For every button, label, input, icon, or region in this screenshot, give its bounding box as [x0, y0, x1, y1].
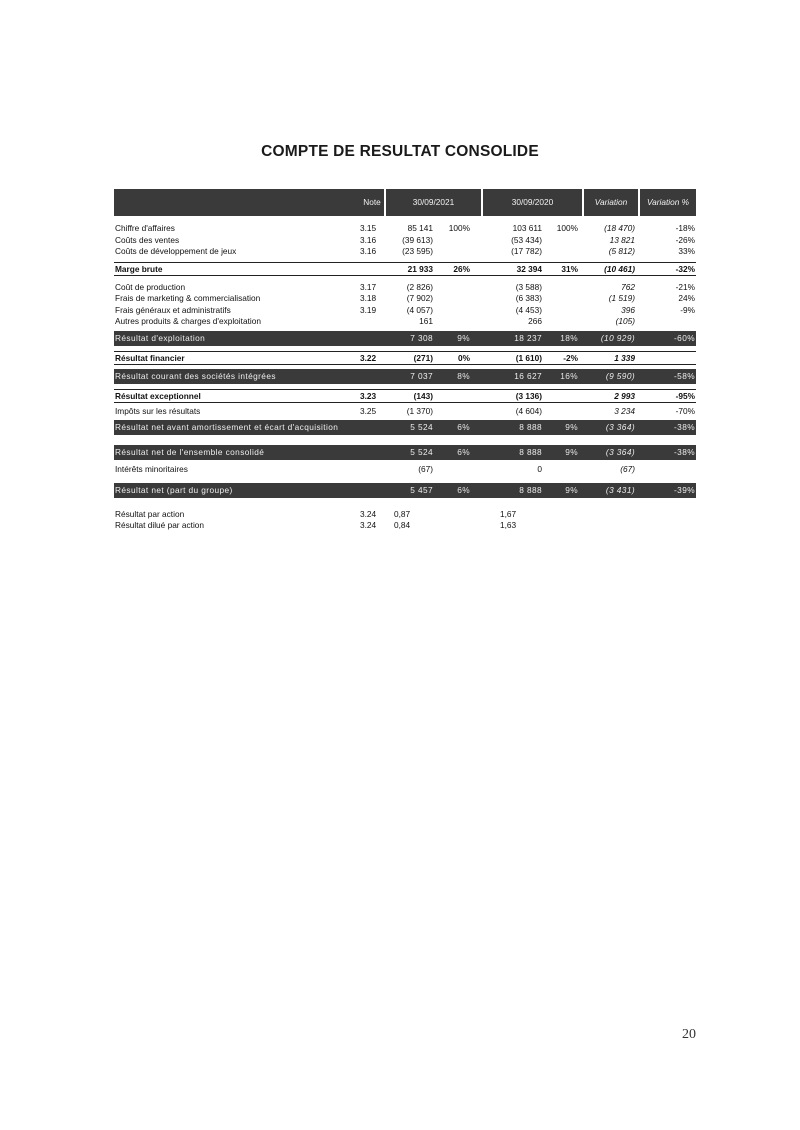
row-note: 3.15	[360, 223, 377, 233]
row-variation-pct: -58%	[674, 370, 695, 381]
row-value-2021: 5 524	[410, 447, 433, 457]
table-header	[114, 189, 696, 216]
row-value-2021: (1 370)	[406, 405, 433, 416]
row-variation-pct: -60%	[674, 332, 695, 343]
row-label: Marge brute	[115, 263, 163, 274]
row-value-2021: 5 457	[410, 484, 433, 495]
row-note: 3.16	[360, 234, 377, 245]
row-value-2021: (271)	[413, 352, 433, 363]
row-label: Résultat courant des sociétés intégrées	[115, 370, 276, 381]
row-label: Frais de marketing & commercialisation	[115, 293, 261, 303]
row-variation: 762	[621, 281, 635, 292]
row-variation: (5 812)	[608, 246, 635, 256]
row-pct-2020: 18%	[560, 332, 578, 343]
row-pct-2021: 100%	[448, 223, 470, 233]
row-variation: (10 461)	[604, 263, 635, 274]
header-variation-pct: Variation %	[640, 189, 696, 216]
row-value-2021: 21 933	[407, 263, 433, 274]
row-value-2021: (4 057)	[406, 304, 433, 315]
row-value-2021: 0,84	[394, 520, 411, 530]
row-resultat-net-ensemble	[114, 445, 696, 460]
row-variation: (9 590)	[605, 370, 635, 381]
row-label: Résultat par action	[115, 508, 185, 519]
row-variation: (3 431)	[605, 484, 635, 495]
row-variation: (3 364)	[605, 447, 635, 457]
row-resultat-net-part-groupe	[114, 483, 696, 498]
row-pct-2020: 9%	[565, 447, 578, 457]
row-value-2021: (67)	[418, 464, 433, 474]
row-value-2021: (23 595)	[402, 246, 433, 256]
row-variation: (67)	[620, 464, 635, 474]
row-variation-pct: 33%	[678, 246, 695, 256]
row-resultat-par-action	[114, 509, 696, 521]
row-value-2020: (3 588)	[515, 281, 542, 292]
row-resultat-exploitation	[114, 331, 696, 346]
page-title: COMPTE DE RESULTAT CONSOLIDE	[261, 143, 539, 160]
row-variation-pct: -18%	[675, 223, 695, 233]
row-pct-2021: 26%	[453, 263, 470, 274]
row-variation-pct: -21%	[675, 281, 695, 292]
row-label: Résultat dilué par action	[115, 520, 205, 530]
row-variation: (10 929)	[600, 332, 635, 343]
row-variation: 1 339	[614, 352, 635, 363]
row-resultat-dilue-par-action	[114, 520, 696, 532]
row-pct-2020: 9%	[565, 422, 578, 432]
header-period-2020: 30/09/2020	[483, 189, 582, 216]
row-value-2020: 18 237	[514, 332, 542, 343]
row-value-2021: (143)	[413, 390, 433, 401]
row-pct-2021: 6%	[457, 422, 470, 432]
row-value-2020: 16 627	[514, 370, 542, 381]
row-variation-pct: -32%	[675, 263, 695, 274]
row-chiffre-affaires	[114, 223, 696, 235]
row-resultat-financier	[114, 351, 696, 365]
row-pct-2021: 0%	[458, 352, 470, 363]
row-note: 3.22	[360, 352, 377, 363]
row-variation: 3 234	[614, 405, 635, 416]
row-value-2021: (7 902)	[406, 293, 433, 303]
row-value-2021: (39 613)	[402, 234, 433, 245]
row-label: Chiffre d'affaires	[115, 223, 175, 233]
row-note: 3.18	[360, 293, 377, 303]
row-value-2021: (2 826)	[406, 281, 433, 292]
row-variation: (3 364)	[605, 422, 635, 432]
row-value-2020: 0	[537, 464, 542, 474]
row-couts-ventes	[114, 235, 696, 247]
row-variation-pct: -95%	[675, 390, 695, 401]
row-marge-brute	[114, 262, 696, 276]
row-value-2020: (4 453)	[515, 304, 542, 315]
row-value-2020: 266	[528, 316, 542, 326]
row-value-2020: 8 888	[519, 484, 542, 495]
row-variation-pct: -39%	[674, 484, 695, 495]
row-note: 3.24	[360, 508, 377, 519]
row-variation: 2 993	[614, 390, 635, 401]
row-value-2020: (1 610)	[515, 352, 542, 363]
row-value-2021: 161	[419, 316, 433, 326]
row-variation: (1 519)	[608, 293, 635, 303]
row-resultat-exceptionnel	[114, 389, 696, 403]
row-value-2020: 1,63	[500, 520, 517, 530]
row-resultat-courant	[114, 369, 696, 384]
row-note: 3.24	[360, 520, 377, 530]
row-value-2021: 7 308	[410, 332, 433, 343]
row-label: Frais généraux et administratifs	[115, 304, 231, 315]
row-note: 3.16	[360, 246, 377, 256]
row-value-2020: (17 782)	[511, 246, 542, 256]
row-label: Coûts des ventes	[115, 234, 180, 245]
row-value-2020: (3 136)	[515, 390, 542, 401]
row-value-2021: 5 524	[410, 422, 433, 432]
row-value-2020: (4 604)	[515, 405, 542, 416]
row-variation: 13 821	[609, 234, 635, 245]
row-value-2020: 8 888	[519, 422, 542, 432]
row-pct-2021: 9%	[457, 332, 470, 343]
row-pct-2020: 9%	[565, 484, 578, 495]
row-value-2021: 0,87	[394, 508, 411, 519]
row-label: Intérêts minoritaires	[115, 464, 188, 474]
row-label: Résultat net (part du groupe)	[115, 484, 233, 495]
row-pct-2021: 8%	[457, 370, 470, 381]
row-interets-minoritaires	[114, 464, 696, 476]
row-value-2020: (6 383)	[515, 293, 542, 303]
row-variation-pct: 24%	[678, 293, 695, 303]
row-label: Impôts sur les résultats	[115, 405, 201, 416]
header-label-cell	[114, 189, 360, 216]
row-note: 3.25	[360, 405, 377, 416]
row-label: Résultat net de l'ensemble consolidé	[115, 447, 265, 457]
row-note: 3.19	[360, 304, 377, 315]
row-variation-pct: -26%	[675, 234, 695, 245]
row-variation: (18 470)	[604, 223, 635, 233]
row-note: 3.23	[360, 390, 377, 401]
row-pct-2020: 100%	[556, 223, 578, 233]
row-value-2020: 8 888	[519, 447, 542, 457]
row-cout-production	[114, 282, 696, 294]
row-value-2020: 103 611	[512, 223, 542, 233]
row-pct-2021: 6%	[457, 484, 470, 495]
income-statement-table	[114, 189, 696, 532]
header-note: Note	[360, 189, 384, 216]
row-label: Résultat net avant amortissement et écart d'acquisition	[115, 422, 339, 432]
row-label: Autres produits & charges d'exploitation	[115, 316, 261, 326]
row-label: Coût de production	[115, 281, 186, 292]
header-variation: Variation	[584, 189, 638, 216]
row-label: Résultat d'exploitation	[115, 332, 206, 343]
row-pct-2020: -2%	[563, 352, 578, 363]
row-variation-pct: -70%	[675, 405, 695, 416]
row-frais-generaux	[114, 305, 696, 317]
row-value-2020: 1,67	[500, 508, 517, 519]
row-value-2020: (53 434)	[511, 234, 542, 245]
row-value-2020: 32 394	[516, 263, 542, 274]
row-label: Résultat exceptionnel	[115, 390, 201, 401]
row-variation: 396	[621, 304, 635, 315]
row-value-2021: 7 037	[410, 370, 433, 381]
row-pct-2020: 16%	[560, 370, 578, 381]
row-frais-marketing	[114, 293, 696, 305]
header-period-2021: 30/09/2021	[386, 189, 481, 216]
page-number: 20	[682, 1027, 696, 1042]
row-label: Coûts de développement de jeux	[115, 246, 237, 256]
row-value-2021: 85 141	[407, 223, 433, 233]
row-variation-pct: -38%	[674, 422, 695, 432]
row-couts-developpement	[114, 246, 696, 258]
row-variation: (105)	[615, 316, 635, 326]
row-autres-produits	[114, 316, 696, 328]
row-variation-pct: -9%	[680, 304, 695, 315]
row-variation-pct: -38%	[674, 447, 695, 457]
row-pct-2020: 31%	[561, 263, 578, 274]
row-resultat-net-avant-amortissement	[114, 420, 696, 435]
row-impots	[114, 406, 696, 418]
row-label: Résultat financier	[115, 352, 185, 363]
row-pct-2021: 6%	[457, 447, 470, 457]
row-note: 3.17	[360, 281, 377, 292]
